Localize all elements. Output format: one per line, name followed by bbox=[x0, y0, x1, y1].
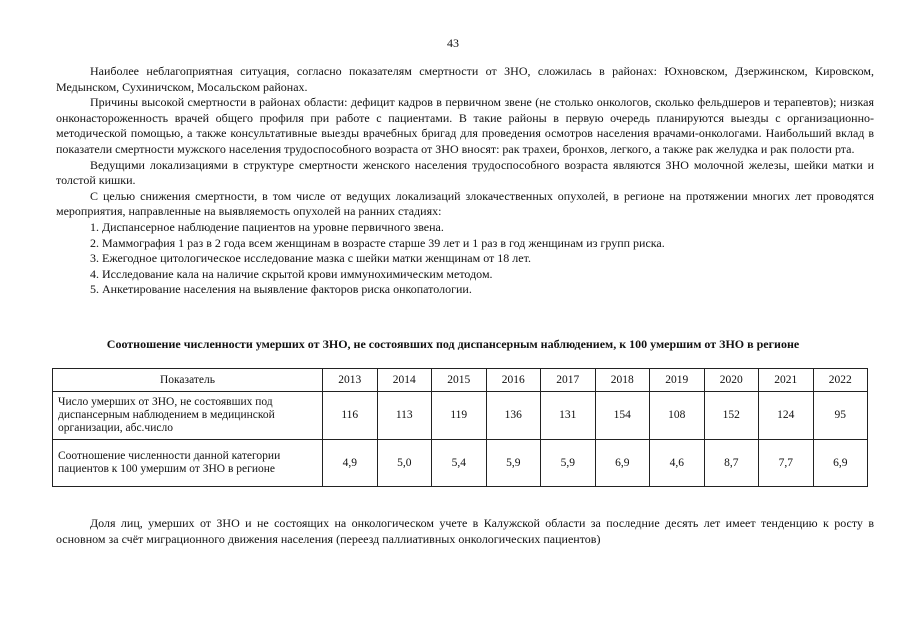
list-item: 3. Ежегодное цитологическое исследование мазка с шейки матки женщинам от 18 лет. bbox=[90, 251, 531, 266]
page-number: 43 bbox=[447, 36, 459, 50]
list-item: 4. Исследование кала на наличие скрытой крови иммунохимическим методом. bbox=[90, 266, 493, 281]
table-cell: 113 bbox=[377, 392, 432, 440]
table-cell: 8,7 bbox=[704, 440, 759, 487]
final-text bbox=[56, 516, 874, 547]
table-title: Соотношение численности умерших от ЗНО, не состоявших под диспансерным наблюдением, к 100 умершим от ЗНО в регионе bbox=[106, 337, 800, 351]
table-cell: 6,9 bbox=[813, 440, 868, 487]
header-year: 2022 bbox=[813, 369, 868, 392]
table-cell: 131 bbox=[541, 392, 596, 440]
paragraph: Ведущими локализациями в структуре смертности женского населения трудоспособного возраста являются ЗНО молочной железы, шейки матки и толстой кишки. bbox=[56, 157, 874, 188]
table-cell: 5,4 bbox=[432, 440, 487, 487]
table-cell: 136 bbox=[486, 392, 541, 440]
header-year: 2016 bbox=[486, 369, 541, 392]
paragraph: Наиболее неблагоприятная ситуация, согласно показателям смертности от ЗНО, сложилась в районах: Юхновском, Дзержинском, Кировском, Медынском, Сухиничском, Мосальском районах. bbox=[56, 64, 874, 94]
table-cell: 124 bbox=[759, 392, 814, 440]
header-year: 2020 bbox=[704, 369, 759, 392]
table-cell: 154 bbox=[595, 392, 650, 440]
table-header-row bbox=[53, 369, 868, 392]
header-year: 2015 bbox=[432, 369, 487, 392]
final-paragraph: Доля лиц, умерших от ЗНО и не состоящих на онкологическом учете в Калужской области за последние десять лет имеет тенденцию к росту в основном за счёт миграционного движения населения (переезд паллиативных онкологических пациентов) bbox=[56, 516, 874, 546]
table-cell: 5,9 bbox=[541, 440, 596, 487]
row-label: Соотношение численности данной категории пациентов к 100 умершим от ЗНО в регионе bbox=[53, 440, 323, 487]
header-year: 2018 bbox=[595, 369, 650, 392]
table-cell: 6,9 bbox=[595, 440, 650, 487]
row-label: Число умерших от ЗНО, не состоявших под диспансерным наблюдением в медицинской организации, абс.число bbox=[53, 392, 323, 440]
table-cell: 108 bbox=[650, 392, 705, 440]
table-cell: 5,9 bbox=[486, 440, 541, 487]
table-cell: 5,0 bbox=[377, 440, 432, 487]
table-row bbox=[53, 392, 868, 440]
header-year: 2017 bbox=[541, 369, 596, 392]
statistics-table bbox=[52, 368, 868, 487]
body-text bbox=[56, 64, 874, 298]
header-year: 2021 bbox=[759, 369, 814, 392]
table-cell: 7,7 bbox=[759, 440, 814, 487]
table-cell: 4,6 bbox=[650, 440, 705, 487]
paragraph: С целью снижения смертности, в том числе от ведущих локализаций злокачественных опухолей, в регионе на протяжении многих лет проводятся мероприятия, направленные на выявляемость опухолей на ранних стадиях: bbox=[56, 188, 874, 219]
header-year: 2014 bbox=[377, 369, 432, 392]
paragraph: Причины высокой смертности в районах области: дефицит кадров в первичном звене (не столько онкологов, сколько фельдшеров и терапевтов); низкая онконастороженность врачей общего профиля при работе с пациентами. В такие районы в первую очередь планируются выезды с организационно-методической помощью, а также консультативные выезды врачебных бригад для проведения осмотров населения врачами-онкологами. Наибольший вклад в показатели смертности мужского населения трудоспособного возраста от ЗНО вносят: рак трахеи, бронхов, легкого, а также рак желудка и рак полости рта. bbox=[56, 95, 874, 156]
header-year: 2013 bbox=[323, 369, 378, 392]
list-item: 2. Маммография 1 раз в 2 года всем женщинам в возрасте старше 39 лет и 1 раз в год женщинам из групп риска. bbox=[90, 235, 665, 250]
list-item: 5. Анкетирование населения на выявление факторов риска онкопатологии. bbox=[90, 282, 472, 297]
header-year: 2019 bbox=[650, 369, 705, 392]
table-cell: 116 bbox=[323, 392, 378, 440]
table-row bbox=[53, 440, 868, 487]
table-cell: 4,9 bbox=[323, 440, 378, 487]
table-cell: 119 bbox=[432, 392, 487, 440]
table-cell: 152 bbox=[704, 392, 759, 440]
header-label: Показатель bbox=[53, 369, 323, 392]
table-cell: 95 bbox=[813, 392, 868, 440]
list-item: 1. Диспансерное наблюдение пациентов на уровне первичного звена. bbox=[90, 219, 444, 234]
